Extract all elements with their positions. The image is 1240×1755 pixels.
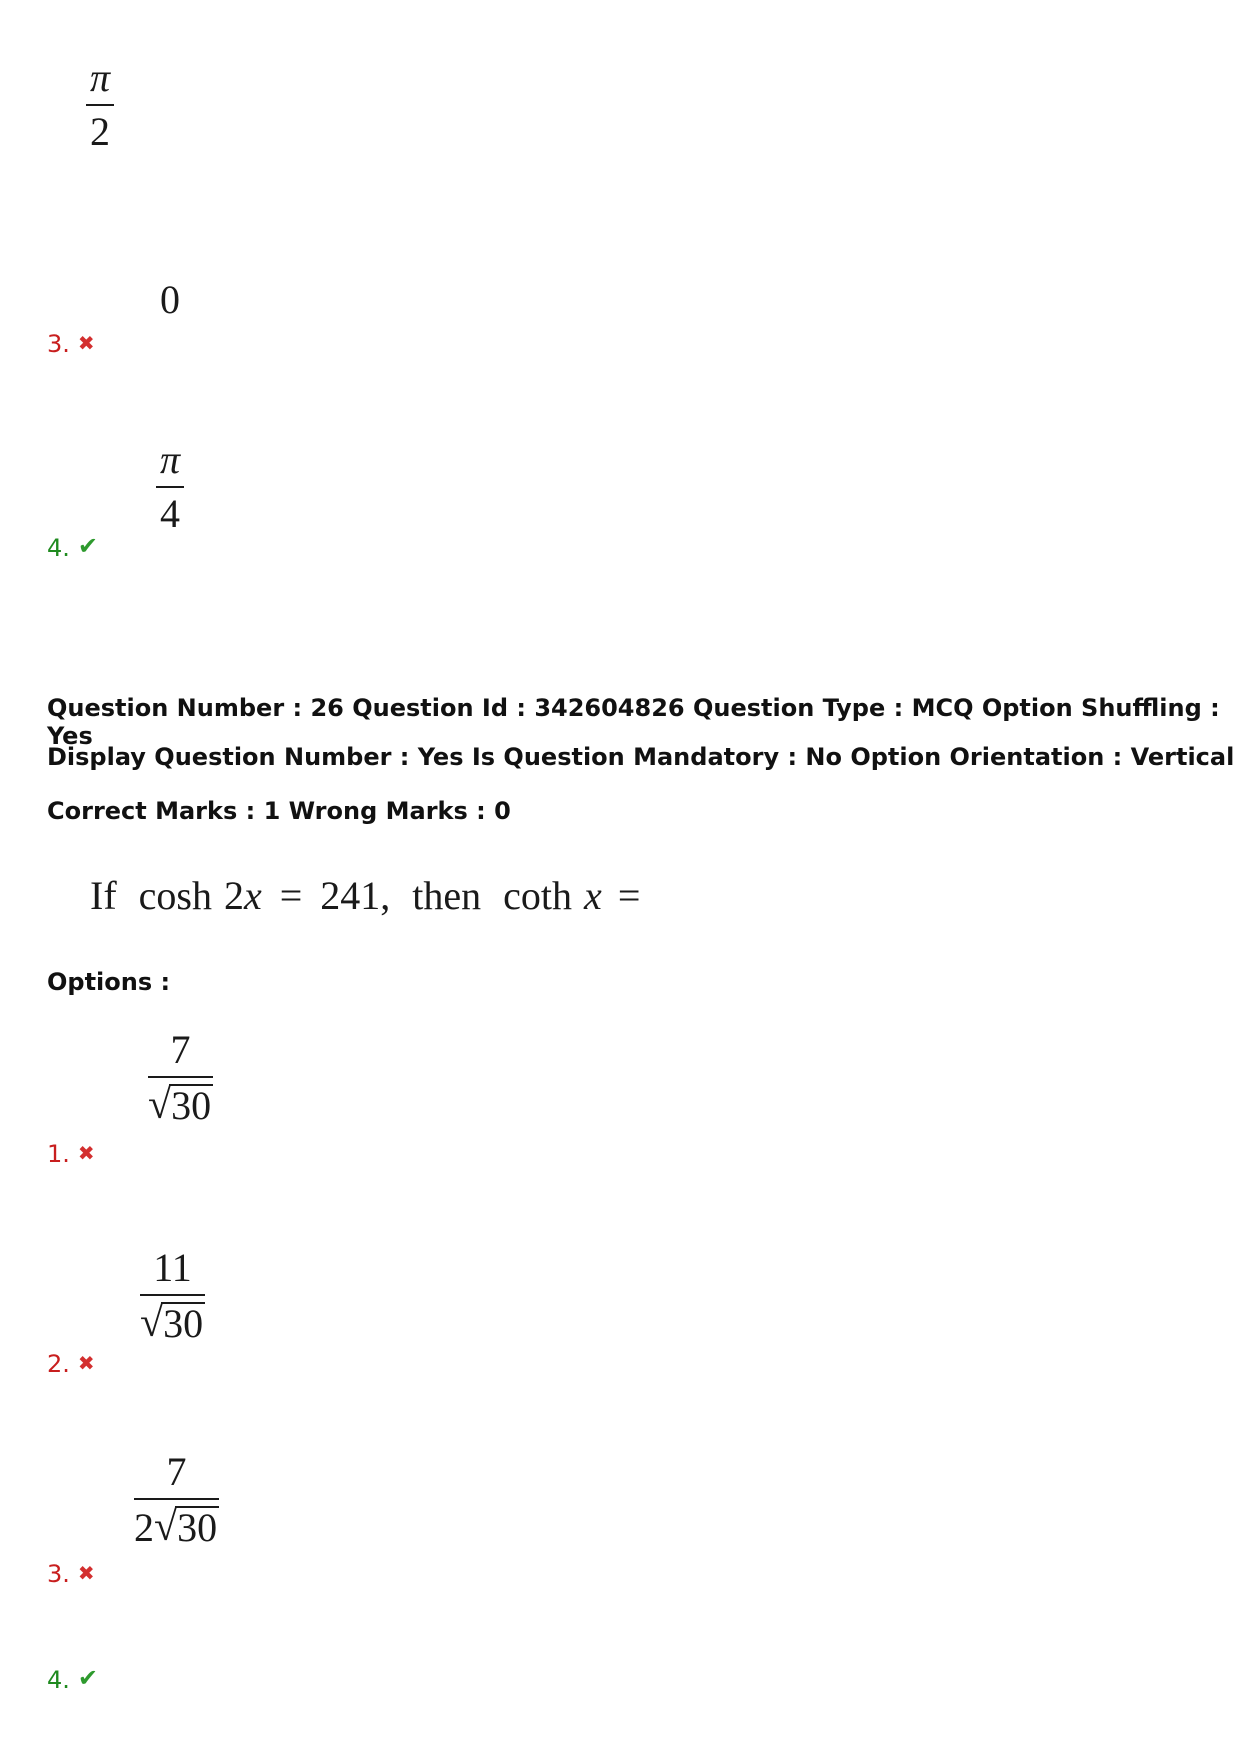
cross-icon: ✖ (77, 1141, 95, 1165)
radical-sign: √ (148, 1082, 172, 1128)
question-var: x (584, 873, 602, 918)
check-icon: ✔ (77, 532, 99, 560)
option-3-label (47, 1560, 95, 1588)
question-meta-line-2: Display Question Number : Yes Is Question Mandatory : No Option Orientation : Vertical (47, 743, 1235, 771)
fraction-denominator: 2 (90, 109, 111, 154)
cross-icon: ✖ (77, 1561, 95, 1585)
question-var: x (243, 873, 262, 918)
option-number: 4. (47, 1666, 70, 1694)
fraction-denominator (148, 1078, 213, 1126)
fraction-denominator: 4 (160, 491, 181, 536)
check-icon: ✔ (77, 1664, 99, 1692)
question-text (90, 872, 640, 919)
option-value: 0 (160, 277, 180, 322)
option-number: 2. (47, 1350, 70, 1378)
prev-option-4-math (156, 437, 184, 536)
square-root (154, 1506, 219, 1548)
option-number: 3. (47, 1560, 70, 1588)
square-root (148, 1084, 213, 1126)
radicand: 30 (163, 1301, 204, 1346)
fraction-numerator: 7 (166, 1449, 187, 1494)
option-2-math (140, 1245, 205, 1346)
cross-icon: ✖ (77, 331, 95, 355)
prev-option-3-math (160, 276, 180, 323)
question-fn-coth: coth (503, 873, 573, 918)
option-number: 3. (47, 330, 70, 358)
radical-sign: √ (140, 1300, 164, 1346)
radical-coefficient: 2 (134, 1505, 154, 1550)
prev-option-2-math (86, 55, 114, 154)
question-equals: = (279, 873, 303, 918)
option-3-math (134, 1449, 219, 1550)
radicand: 30 (177, 1505, 218, 1550)
radical-sign: √ (154, 1504, 178, 1550)
fraction-numerator: π (90, 55, 111, 100)
question-arg-coef: 2 (223, 873, 244, 918)
question-meta-line-1: Question Number : 26 Question Id : 342604826 Question Type : MCQ Option Shuffling : Yes (47, 694, 1220, 750)
option-1-label (47, 1140, 95, 1168)
question-word-if: If (90, 873, 117, 918)
fraction-denominator (140, 1296, 205, 1344)
question-meta-line-3: Correct Marks : 1 Wrong Marks : 0 (47, 797, 511, 825)
fraction-numerator: 7 (170, 1027, 191, 1072)
fraction-numerator: π (160, 437, 181, 482)
radicand: 30 (171, 1083, 212, 1128)
options-label: Options : (47, 968, 171, 996)
question-comma: , (380, 873, 391, 918)
question-equals: = (617, 873, 641, 918)
fraction-numerator: 11 (153, 1245, 192, 1290)
option-number: 1. (47, 1140, 70, 1168)
cross-icon: ✖ (77, 1351, 95, 1375)
option-2-label (47, 1350, 95, 1378)
option-number: 4. (47, 534, 70, 562)
question-fn-cosh: cosh (138, 873, 212, 918)
prev-option-4-label (47, 532, 98, 562)
fraction-denominator (134, 1500, 219, 1548)
question-value: 241 (320, 873, 381, 918)
option-1-math (148, 1027, 213, 1128)
square-root (140, 1302, 205, 1344)
option-4-label (47, 1664, 98, 1694)
prev-option-3-label (47, 330, 95, 358)
question-word-then: then (412, 873, 482, 918)
